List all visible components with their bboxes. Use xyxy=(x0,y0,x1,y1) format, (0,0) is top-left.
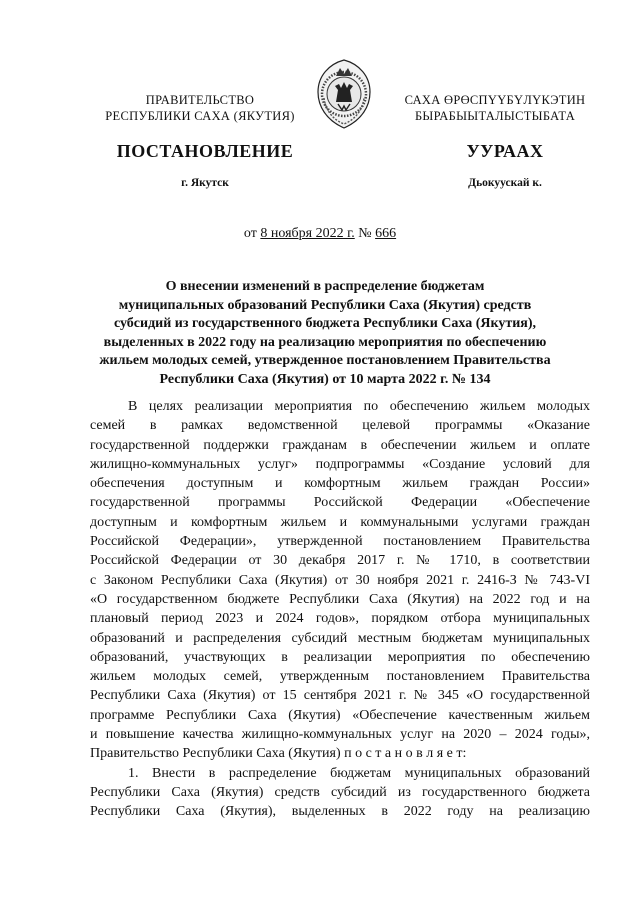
city-sakha: Дьокуускай к. xyxy=(468,177,542,189)
body-line: Республики Саха (Якутия) средств субсидий из государственного бюджета xyxy=(90,784,590,800)
header-right-line: САХА ӨРӨСПҮҮБҮЛҮКЭТИН xyxy=(404,93,586,107)
document-type-sakha: УУРААХ xyxy=(466,141,544,161)
body-line: образований и распределения субсидий местным бюджетам муниципальных xyxy=(90,630,590,646)
heading-line: субсидий из государственного бюджета Республики Саха (Якутия), xyxy=(113,316,537,331)
body-line: «О государственном бюджете Республики Саха (Якутия) на 2022 год и на xyxy=(90,591,590,607)
body-line: В целях реализации мероприятия по обеспечению жильем молодых xyxy=(128,399,590,414)
heading-line: О внесении изменений в распределение бюджетам xyxy=(165,279,485,294)
body-line: Правительство Республики Саха (Якутия) п о с т а н о в л я е т: xyxy=(90,746,467,762)
header-right-line: БЫРАБЫЫТАЛЫСТЫБАТА xyxy=(414,109,576,123)
body-line: семей в рамках ведомственной целевой программы «Оказание xyxy=(90,418,590,434)
document-heading xyxy=(80,278,570,389)
body-line: обеспечения доступным и комфортным жильем граждан России» xyxy=(90,476,590,492)
government-name-sakha xyxy=(390,92,600,124)
heading-line: жильем молодых семей, утвержденное постановлением Правительства xyxy=(99,353,551,368)
body-line: доступным и комфортным жильем и коммунальными услугами граждан xyxy=(90,514,590,530)
body-line: жилищно-коммунальных услуг» подпрограммы «Создание условий для xyxy=(90,456,590,472)
heading-line: муниципальных образований Республики Саха (Якутия) средств xyxy=(118,297,532,313)
document-body xyxy=(90,397,590,822)
body-line: Республики Саха (Якутия), выделенных в 2022 году на реализацию xyxy=(90,804,590,820)
body-line: Российской Федерации от 30 декабря 2017 г. № 1710, в соответствии xyxy=(90,553,590,569)
dateline-prefix: от xyxy=(243,226,257,241)
body-line: плановый период 2023 и 2024 годов», порядком отбора муниципальных xyxy=(90,611,590,627)
body-line: жильем молодых семей, утвержденным постановлением Правительства xyxy=(90,669,590,685)
body-line: Российской Федерации», утвержденной постановлением Правительства xyxy=(90,534,590,550)
body-line: программе Республики Саха (Якутия) «Обеспечение качественным жильем xyxy=(90,707,590,723)
body-line: 1. Внести в распределение бюджетам муниципальных образований xyxy=(128,765,590,781)
body-line: с Законом Республики Саха (Якутия) от 30 ноября 2021 г. 2416-З № 743-VI xyxy=(90,572,590,588)
body-line: образований, участвующих в реализации мероприятия по обеспечению xyxy=(90,649,590,665)
document-type-russian: ПОСТАНОВЛЕНИЕ xyxy=(116,141,294,161)
body-line: Республики Саха (Якутия) от 15 сентября 2021 г. № 345 «О государственной xyxy=(90,688,590,704)
heading-line: Республики Саха (Якутия) от 10 марта 2022 г. № 134 xyxy=(159,371,491,387)
government-name-russian xyxy=(100,92,300,124)
document-dateline xyxy=(0,226,640,242)
document-number: 666 xyxy=(375,226,397,241)
header-left-line: РЕСПУБЛИКИ САХА (ЯКУТИЯ) xyxy=(105,109,295,123)
document-date: 8 ноября 2022 г. xyxy=(260,226,355,241)
body-line: и повышение качества жилищно-коммунальных услуг на 2020 – 2024 годы», xyxy=(90,727,590,743)
number-sign: № xyxy=(358,226,372,241)
body-line: государственной программы Российской Федерации «Обеспечение xyxy=(90,495,590,511)
city-russian: г. Якутск xyxy=(181,177,229,189)
heading-line: выделенных в 2022 году на реализацию мероприятия по обеспечению xyxy=(103,334,547,350)
coat-of-arms-sakha-icon xyxy=(316,58,372,130)
header-left-line: ПРАВИТЕЛЬСТВО xyxy=(145,93,255,107)
body-line: государственной поддержки гражданам в обеспечении жильем и оплате xyxy=(90,437,590,453)
